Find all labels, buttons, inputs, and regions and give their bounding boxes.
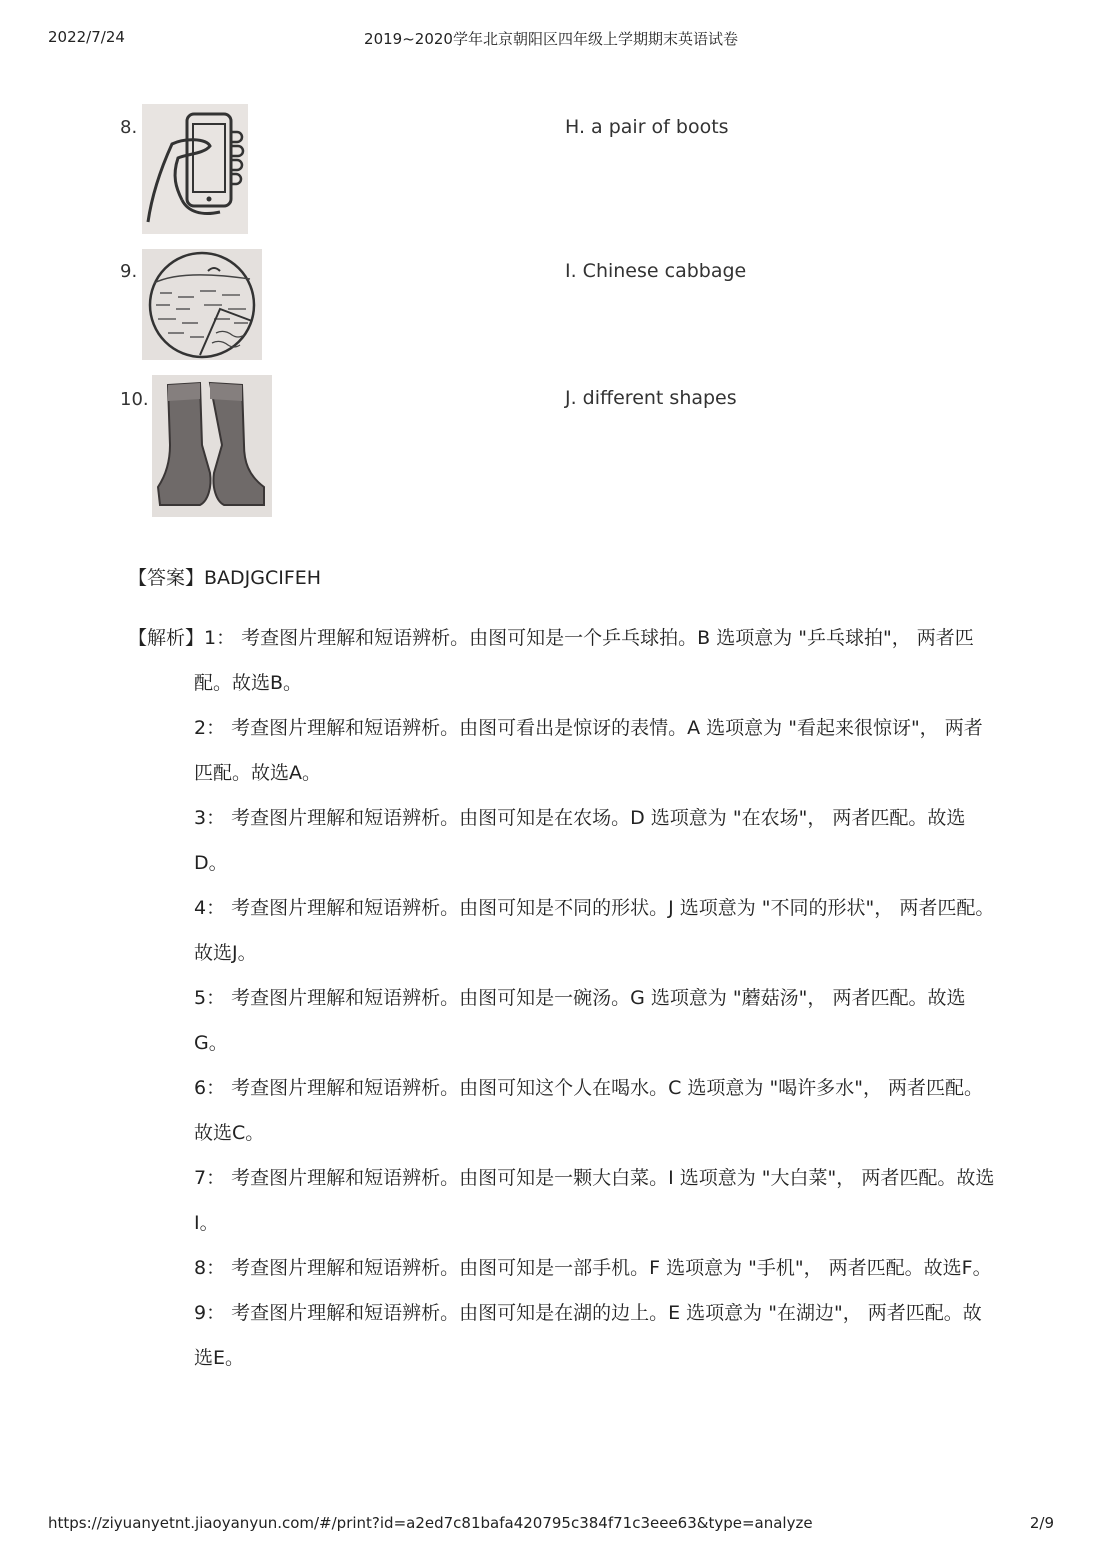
analysis-item-1: 【解析】1： 考查图片理解和短语辨析。由图可知是一个乒乓球拍。B 选项意为 "乒乓球拍"， 两者匹配。故选B。 — [128, 627, 974, 694]
page-number: 2/9 — [1029, 1514, 1054, 1532]
option-j: J. different shapes — [565, 387, 737, 409]
option-h: H. a pair of boots — [565, 116, 729, 138]
analysis-item-7: 7： 考查图片理解和短语辨析。由图可知是一颗大白菜。I 选项意为 "大白菜"， 两者匹配。故选I。 — [194, 1167, 995, 1234]
question-number-8: 8. — [120, 117, 138, 138]
phone-in-hand-icon — [142, 104, 248, 234]
footer-url: https://ziyuanyetnt.jiaoyanyun.com/#/print?id=a2ed7c81bafa420795c384f71c3eee63&type=analyze — [48, 1514, 813, 1532]
analysis-item-8: 8： 考查图片理解和短语辨析。由图可知是一部手机。F 选项意为 "手机"， 两者匹配。故选F。 — [194, 1257, 992, 1279]
analysis-item-6: 6： 考查图片理解和短语辨析。由图可知这个人在喝水。C 选项意为 "喝许多水"， 两者匹配。故选C。 — [194, 1077, 983, 1144]
analysis-item-9: 9： 考查图片理解和短语辨析。由图可知是在湖的边上。E 选项意为 "在湖边"， 两者匹配。故选E。 — [194, 1302, 982, 1369]
analysis-section — [128, 616, 998, 1381]
analysis-label: 【解析】 — [128, 627, 205, 649]
analysis-item-3: 3： 考查图片理解和短语辨析。由图可知是在农场。D 选项意为 "在农场"， 两者匹配。故选D。 — [194, 807, 966, 874]
document-title: 2019~2020学年北京朝阳区四年级上学期期末英语试卷 — [364, 30, 738, 48]
analysis-item-4: 4： 考查图片理解和短语辨析。由图可知是不同的形状。J 选项意为 "不同的形状"， 两者匹配。故选J。 — [194, 897, 995, 964]
answer-label: 【答案】 — [128, 567, 205, 589]
answer-value: BADJGCIFEH — [204, 567, 322, 589]
print-date: 2022/7/24 — [48, 28, 125, 46]
boots-icon — [152, 375, 272, 517]
lakeside-icon — [142, 249, 262, 360]
option-i: I. Chinese cabbage — [565, 260, 747, 282]
question-number-9: 9. — [120, 261, 138, 282]
analysis-item-2: 2： 考查图片理解和短语辨析。由图可看出是惊讶的表情。A 选项意为 "看起来很惊讶"， 两者匹配。故选A。 — [194, 717, 983, 784]
answer-line — [128, 563, 321, 590]
question-number-10: 10. — [120, 389, 149, 410]
analysis-item-5: 5： 考查图片理解和短语辨析。由图可知是一碗汤。G 选项意为 "蘑菇汤"， 两者匹配。故选G。 — [194, 987, 966, 1054]
